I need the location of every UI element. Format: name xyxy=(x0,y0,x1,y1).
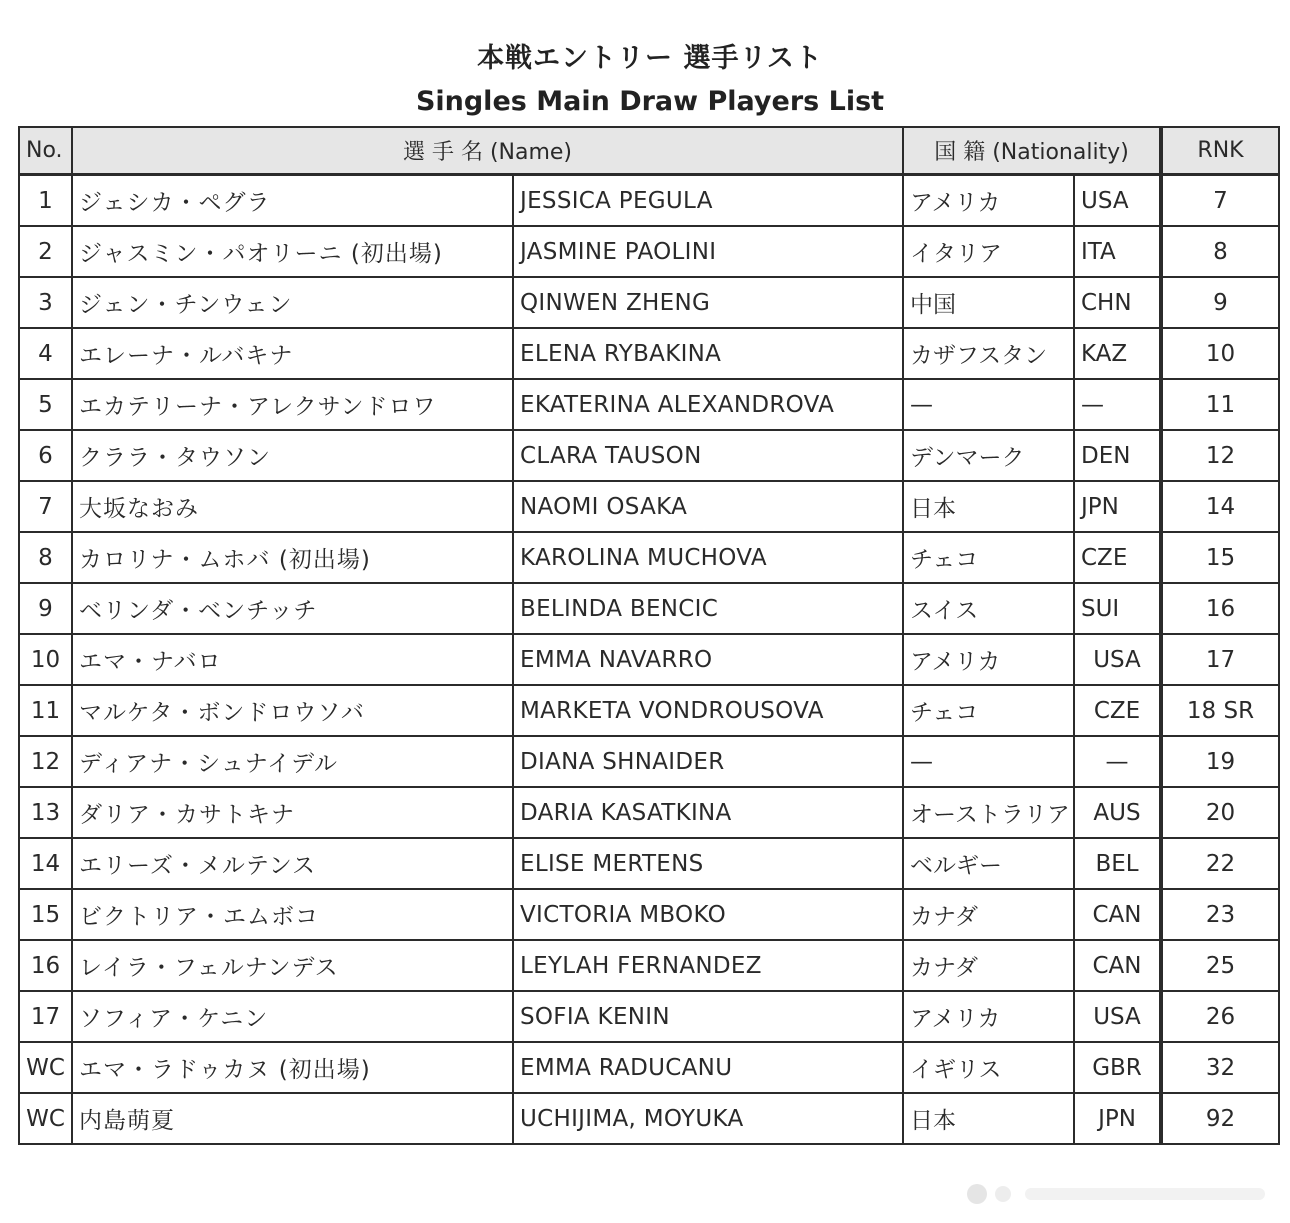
nationality-code: CAN xyxy=(1074,940,1161,991)
player-name-en: BELINDA BENCIC xyxy=(513,583,903,634)
player-name-en: ELISE MERTENS xyxy=(513,838,903,889)
player-name-ja: ジェシカ・ペグラ xyxy=(72,175,513,227)
players-table xyxy=(18,126,1280,1145)
nationality-ja: ベルギー xyxy=(903,838,1074,889)
header-no: No. xyxy=(19,127,72,175)
player-rank: 17 xyxy=(1161,634,1279,685)
nationality-ja: 中国 xyxy=(903,277,1074,328)
table-row xyxy=(19,481,1279,532)
nationality-code: JPN xyxy=(1074,481,1161,532)
player-no: 6 xyxy=(19,430,72,481)
player-no: 3 xyxy=(19,277,72,328)
table-row xyxy=(19,175,1279,227)
table-row xyxy=(19,430,1279,481)
table-row xyxy=(19,634,1279,685)
nationality-ja: — xyxy=(903,736,1074,787)
player-name-ja: エマ・ナバロ xyxy=(72,634,513,685)
player-name-en: DIANA SHNAIDER xyxy=(513,736,903,787)
nationality-code: USA xyxy=(1074,991,1161,1042)
nationality-code: — xyxy=(1074,379,1161,430)
player-rank: 18 SR xyxy=(1161,685,1279,736)
player-rank: 20 xyxy=(1161,787,1279,838)
title-block xyxy=(0,38,1290,124)
nationality-code: GBR xyxy=(1074,1042,1161,1093)
player-name-ja: 内島萌夏 xyxy=(72,1093,513,1144)
player-no: WC xyxy=(19,1093,72,1144)
nationality-ja: アメリカ xyxy=(903,991,1074,1042)
player-no: WC xyxy=(19,1042,72,1093)
nationality-ja: チェコ xyxy=(903,532,1074,583)
player-name-en: EMMA RADUCANU xyxy=(513,1042,903,1093)
player-rank: 14 xyxy=(1161,481,1279,532)
player-no: 8 xyxy=(19,532,72,583)
player-rank: 7 xyxy=(1161,175,1279,227)
nationality-code: — xyxy=(1074,736,1161,787)
player-name-en: UCHIJIMA, MOYUKA xyxy=(513,1093,903,1144)
nationality-ja: デンマーク xyxy=(903,430,1074,481)
player-name-en: DARIA KASATKINA xyxy=(513,787,903,838)
player-name-ja: カロリナ・ムホバ (初出場) xyxy=(72,532,513,583)
table-body xyxy=(19,175,1279,1145)
header-name: 選 手 名 (Name) xyxy=(72,127,903,175)
player-no: 9 xyxy=(19,583,72,634)
nationality-ja: イタリア xyxy=(903,226,1074,277)
table-row xyxy=(19,379,1279,430)
player-no: 7 xyxy=(19,481,72,532)
player-rank: 11 xyxy=(1161,379,1279,430)
player-name-en: CLARA TAUSON xyxy=(513,430,903,481)
nationality-ja: スイス xyxy=(903,583,1074,634)
player-name-en: EMMA NAVARRO xyxy=(513,634,903,685)
player-no: 15 xyxy=(19,889,72,940)
nationality-ja: アメリカ xyxy=(903,175,1074,227)
player-no: 13 xyxy=(19,787,72,838)
player-name-ja: ベリンダ・ベンチッチ xyxy=(72,583,513,634)
player-name-en: ELENA RYBAKINA xyxy=(513,328,903,379)
player-name-en: QINWEN ZHENG xyxy=(513,277,903,328)
nationality-code: CZE xyxy=(1074,532,1161,583)
player-rank: 10 xyxy=(1161,328,1279,379)
player-rank: 23 xyxy=(1161,889,1279,940)
table-row xyxy=(19,838,1279,889)
player-no: 2 xyxy=(19,226,72,277)
nationality-code: BEL xyxy=(1074,838,1161,889)
table-row xyxy=(19,532,1279,583)
nationality-code: USA xyxy=(1074,175,1161,227)
player-no: 1 xyxy=(19,175,72,227)
nationality-ja: — xyxy=(903,379,1074,430)
table-row xyxy=(19,991,1279,1042)
player-name-ja: ジェン・チンウェン xyxy=(72,277,513,328)
nationality-ja: カナダ xyxy=(903,940,1074,991)
player-name-ja: マルケタ・ボンドロウソバ xyxy=(72,685,513,736)
nationality-code: SUI xyxy=(1074,583,1161,634)
nationality-code: JPN xyxy=(1074,1093,1161,1144)
nationality-code: AUS xyxy=(1074,787,1161,838)
player-no: 10 xyxy=(19,634,72,685)
table-row xyxy=(19,787,1279,838)
player-rank: 19 xyxy=(1161,736,1279,787)
player-rank: 26 xyxy=(1161,991,1279,1042)
table-row xyxy=(19,1093,1279,1144)
player-name-en: JASMINE PAOLINI xyxy=(513,226,903,277)
player-name-ja: レイラ・フェルナンデス xyxy=(72,940,513,991)
table-row xyxy=(19,736,1279,787)
player-rank: 15 xyxy=(1161,532,1279,583)
nationality-code: CZE xyxy=(1074,685,1161,736)
player-name-en: JESSICA PEGULA xyxy=(513,175,903,227)
player-rank: 8 xyxy=(1161,226,1279,277)
player-rank: 9 xyxy=(1161,277,1279,328)
player-no: 11 xyxy=(19,685,72,736)
player-name-ja: ソフィア・ケニン xyxy=(72,991,513,1042)
player-no: 16 xyxy=(19,940,72,991)
table-row xyxy=(19,277,1279,328)
table-row xyxy=(19,226,1279,277)
nationality-ja: カザフスタン xyxy=(903,328,1074,379)
table-row xyxy=(19,685,1279,736)
player-name-en: MARKETA VONDROUSOVA xyxy=(513,685,903,736)
player-name-en: EKATERINA ALEXANDROVA xyxy=(513,379,903,430)
table-header-row xyxy=(19,127,1279,175)
table-row xyxy=(19,889,1279,940)
title-english: Singles Main Draw Players List xyxy=(415,86,885,117)
player-name-en: LEYLAH FERNANDEZ xyxy=(513,940,903,991)
player-name-en: SOFIA KENIN xyxy=(513,991,903,1042)
player-name-en: VICTORIA MBOKO xyxy=(513,889,903,940)
nationality-code: CHN xyxy=(1074,277,1161,328)
player-rank: 92 xyxy=(1161,1093,1279,1144)
player-name-ja: ジャスミン・パオリーニ (初出場) xyxy=(72,226,513,277)
player-rank: 16 xyxy=(1161,583,1279,634)
table-row xyxy=(19,940,1279,991)
player-name-en: NAOMI OSAKA xyxy=(513,481,903,532)
player-name-ja: エレーナ・ルバキナ xyxy=(72,328,513,379)
player-no: 14 xyxy=(19,838,72,889)
player-rank: 22 xyxy=(1161,838,1279,889)
player-no: 12 xyxy=(19,736,72,787)
player-rank: 12 xyxy=(1161,430,1279,481)
player-name-ja: クララ・タウソン xyxy=(72,430,513,481)
nationality-code: USA xyxy=(1074,634,1161,685)
header-rank: RNK xyxy=(1161,127,1279,175)
watermark-graphic xyxy=(965,1182,1280,1206)
nationality-code: DEN xyxy=(1074,430,1161,481)
player-name-ja: エリーズ・メルテンス xyxy=(72,838,513,889)
player-no: 4 xyxy=(19,328,72,379)
nationality-ja: イギリス xyxy=(903,1042,1074,1093)
table-row xyxy=(19,1042,1279,1093)
header-nationality: 国 籍 (Nationality) xyxy=(903,127,1161,175)
player-rank: 32 xyxy=(1161,1042,1279,1093)
player-name-ja: エマ・ラドゥカヌ (初出場) xyxy=(72,1042,513,1093)
player-name-ja: ディアナ・シュナイデル xyxy=(72,736,513,787)
player-name-ja: ダリア・カサトキナ xyxy=(72,787,513,838)
title-japanese: 本戦エントリー 選手リスト xyxy=(477,43,823,74)
player-no: 5 xyxy=(19,379,72,430)
player-name-en: KAROLINA MUCHOVA xyxy=(513,532,903,583)
player-name-ja: 大坂なおみ xyxy=(72,481,513,532)
nationality-code: ITA xyxy=(1074,226,1161,277)
table-row xyxy=(19,583,1279,634)
nationality-ja: カナダ xyxy=(903,889,1074,940)
player-name-ja: エカテリーナ・アレクサンドロワ xyxy=(72,379,513,430)
player-no: 17 xyxy=(19,991,72,1042)
nationality-code: CAN xyxy=(1074,889,1161,940)
player-rank: 25 xyxy=(1161,940,1279,991)
nationality-ja: アメリカ xyxy=(903,634,1074,685)
nationality-ja: 日本 xyxy=(903,481,1074,532)
nationality-ja: 日本 xyxy=(903,1093,1074,1144)
nationality-code: KAZ xyxy=(1074,328,1161,379)
nationality-ja: チェコ xyxy=(903,685,1074,736)
table-row xyxy=(19,328,1279,379)
player-name-ja: ビクトリア・エムボコ xyxy=(72,889,513,940)
nationality-ja: オーストラリア xyxy=(903,787,1074,838)
